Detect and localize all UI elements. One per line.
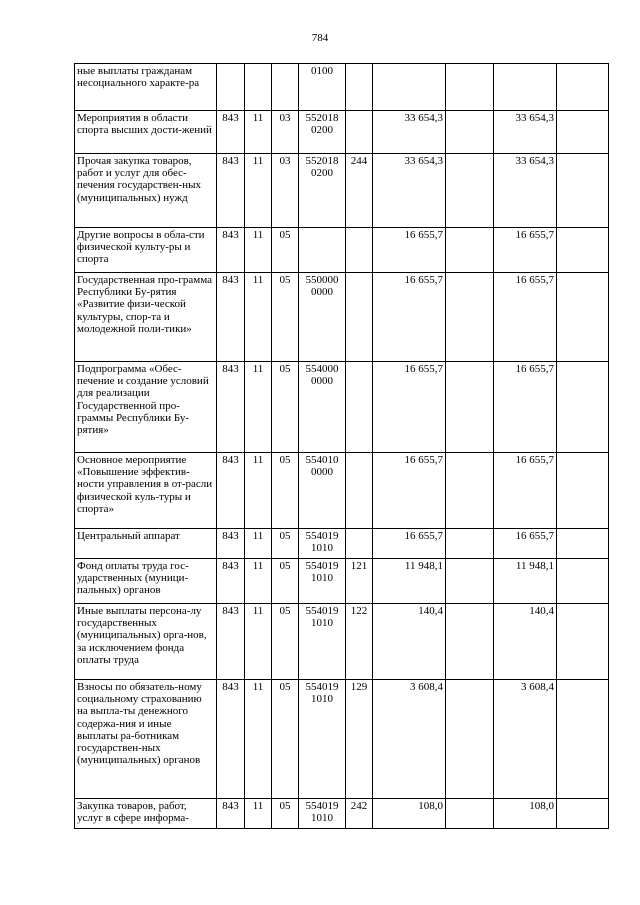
empty-cell xyxy=(446,362,494,453)
empty-cell xyxy=(446,111,494,154)
subsection-code: 03 xyxy=(272,111,299,154)
amount-1: 16 655,7 xyxy=(373,228,446,273)
empty-cell xyxy=(557,559,609,604)
ministry-code: 843 xyxy=(217,559,245,604)
ministry-code xyxy=(217,64,245,111)
row-name: Мероприятия в области спорта высших дости-жений xyxy=(75,111,217,154)
target-code: 554019 1010 xyxy=(299,604,346,680)
amount-1 xyxy=(373,64,446,111)
subsection-code xyxy=(272,64,299,111)
table-row xyxy=(75,111,609,154)
subsection-code: 05 xyxy=(272,228,299,273)
row-name: Центральный аппарат xyxy=(75,529,217,559)
empty-cell xyxy=(557,273,609,362)
table-row xyxy=(75,680,609,799)
expense-type-code xyxy=(346,529,373,559)
target-code: 554019 1010 xyxy=(299,799,346,829)
subsection-code: 05 xyxy=(272,453,299,529)
amount-2: 16 655,7 xyxy=(494,529,557,559)
section-code: 11 xyxy=(245,559,272,604)
empty-cell xyxy=(446,559,494,604)
ministry-code: 843 xyxy=(217,228,245,273)
table-row xyxy=(75,453,609,529)
table-row xyxy=(75,228,609,273)
amount-2: 11 948,1 xyxy=(494,559,557,604)
ministry-code: 843 xyxy=(217,604,245,680)
expense-type-code xyxy=(346,64,373,111)
empty-cell xyxy=(446,273,494,362)
amount-1: 140,4 xyxy=(373,604,446,680)
section-code: 11 xyxy=(245,680,272,799)
empty-cell xyxy=(446,453,494,529)
expense-type-code xyxy=(346,362,373,453)
section-code: 11 xyxy=(245,453,272,529)
amount-2 xyxy=(494,64,557,111)
amount-2: 140,4 xyxy=(494,604,557,680)
section-code: 11 xyxy=(245,273,272,362)
amount-2: 16 655,7 xyxy=(494,362,557,453)
amount-1: 16 655,7 xyxy=(373,529,446,559)
expense-type-code: 242 xyxy=(346,799,373,829)
amount-2: 16 655,7 xyxy=(494,273,557,362)
empty-cell xyxy=(446,799,494,829)
target-code: 554019 1010 xyxy=(299,559,346,604)
empty-cell xyxy=(557,680,609,799)
expense-type-code: 121 xyxy=(346,559,373,604)
amount-1: 16 655,7 xyxy=(373,273,446,362)
empty-cell xyxy=(557,529,609,559)
empty-cell xyxy=(557,64,609,111)
row-name: Иные выплаты персона-лу государственных (муниципальных) орга-нов, за исключением фонда оплаты труда xyxy=(75,604,217,680)
empty-cell xyxy=(557,228,609,273)
table-row xyxy=(75,604,609,680)
subsection-code: 05 xyxy=(272,559,299,604)
table-row xyxy=(75,64,609,111)
ministry-code: 843 xyxy=(217,362,245,453)
amount-1: 108,0 xyxy=(373,799,446,829)
budget-table xyxy=(74,63,609,829)
table-body xyxy=(75,64,609,829)
expense-type-code: 244 xyxy=(346,154,373,228)
amount-1: 3 608,4 xyxy=(373,680,446,799)
row-name: Другие вопросы в обла-сти физической культу-ры и спорта xyxy=(75,228,217,273)
empty-cell xyxy=(557,362,609,453)
empty-cell xyxy=(446,604,494,680)
table-row xyxy=(75,154,609,228)
section-code: 11 xyxy=(245,604,272,680)
expense-type-code xyxy=(346,111,373,154)
empty-cell xyxy=(446,64,494,111)
expense-type-code xyxy=(346,453,373,529)
target-code: 552018 0200 xyxy=(299,111,346,154)
section-code: 11 xyxy=(245,111,272,154)
target-code: 552018 0200 xyxy=(299,154,346,228)
row-name: Взносы по обязатель-ному социальному страхованию на выпла-ты денежного содержа-ния и иные выплаты ра-ботникам государствен-ных (муниципальных) органов xyxy=(75,680,217,799)
amount-2: 3 608,4 xyxy=(494,680,557,799)
amount-1: 11 948,1 xyxy=(373,559,446,604)
row-name: Закупка товаров, работ, услуг в сфере информа- xyxy=(75,799,217,829)
section-code: 11 xyxy=(245,362,272,453)
ministry-code: 843 xyxy=(217,799,245,829)
target-code xyxy=(299,228,346,273)
expense-type-code: 129 xyxy=(346,680,373,799)
section-code: 11 xyxy=(245,228,272,273)
empty-cell xyxy=(557,799,609,829)
ministry-code: 843 xyxy=(217,529,245,559)
row-name: Государственная про-грамма Республики Бу-рятия «Развитие физи-ческой культуры, спор-та и молодежной поли-тики» xyxy=(75,273,217,362)
expense-type-code: 122 xyxy=(346,604,373,680)
empty-cell xyxy=(557,453,609,529)
amount-2: 16 655,7 xyxy=(494,228,557,273)
row-name: Подпрограмма «Обес-печение и создание условий для реализации Государственной про-граммы Республики Бу-рятия» xyxy=(75,362,217,453)
amount-2: 33 654,3 xyxy=(494,111,557,154)
table-row xyxy=(75,273,609,362)
ministry-code: 843 xyxy=(217,680,245,799)
subsection-code: 05 xyxy=(272,529,299,559)
section-code: 11 xyxy=(245,529,272,559)
amount-2: 108,0 xyxy=(494,799,557,829)
table-row xyxy=(75,559,609,604)
target-code: 554010 0000 xyxy=(299,453,346,529)
amount-1: 33 654,3 xyxy=(373,111,446,154)
page-number: 784 xyxy=(311,32,329,44)
section-code: 11 xyxy=(245,799,272,829)
target-code: 554000 0000 xyxy=(299,362,346,453)
empty-cell xyxy=(446,680,494,799)
amount-1: 33 654,3 xyxy=(373,154,446,228)
subsection-code: 05 xyxy=(272,680,299,799)
target-code: 554019 1010 xyxy=(299,529,346,559)
amount-2: 33 654,3 xyxy=(494,154,557,228)
row-name: Прочая закупка товаров, работ и услуг для обес-печения государствен-ных (муниципальных) нужд xyxy=(75,154,217,228)
amount-2: 16 655,7 xyxy=(494,453,557,529)
expense-type-code xyxy=(346,273,373,362)
empty-cell xyxy=(446,228,494,273)
empty-cell xyxy=(557,111,609,154)
empty-cell xyxy=(446,529,494,559)
ministry-code: 843 xyxy=(217,154,245,228)
empty-cell xyxy=(557,604,609,680)
empty-cell xyxy=(446,154,494,228)
row-name: Фонд оплаты труда гос-ударственных (муници-пальных) органов xyxy=(75,559,217,604)
ministry-code: 843 xyxy=(217,273,245,362)
subsection-code: 05 xyxy=(272,799,299,829)
ministry-code: 843 xyxy=(217,111,245,154)
target-code: 554019 1010 xyxy=(299,680,346,799)
subsection-code: 03 xyxy=(272,154,299,228)
section-code: 11 xyxy=(245,154,272,228)
table-row xyxy=(75,799,609,829)
table-row xyxy=(75,362,609,453)
ministry-code: 843 xyxy=(217,453,245,529)
row-name: Основное мероприятие «Повышение эффектив-ности управления в от-расли физической куль-туры и спорта» xyxy=(75,453,217,529)
row-name: ные выплаты гражданам несоциального характе-ра xyxy=(75,64,217,111)
expense-type-code xyxy=(346,228,373,273)
target-code: 0100 xyxy=(299,64,346,111)
subsection-code: 05 xyxy=(272,362,299,453)
amount-1: 16 655,7 xyxy=(373,453,446,529)
section-code xyxy=(245,64,272,111)
target-code: 550000 0000 xyxy=(299,273,346,362)
subsection-code: 05 xyxy=(272,273,299,362)
empty-cell xyxy=(557,154,609,228)
subsection-code: 05 xyxy=(272,604,299,680)
amount-1: 16 655,7 xyxy=(373,362,446,453)
table-row xyxy=(75,529,609,559)
